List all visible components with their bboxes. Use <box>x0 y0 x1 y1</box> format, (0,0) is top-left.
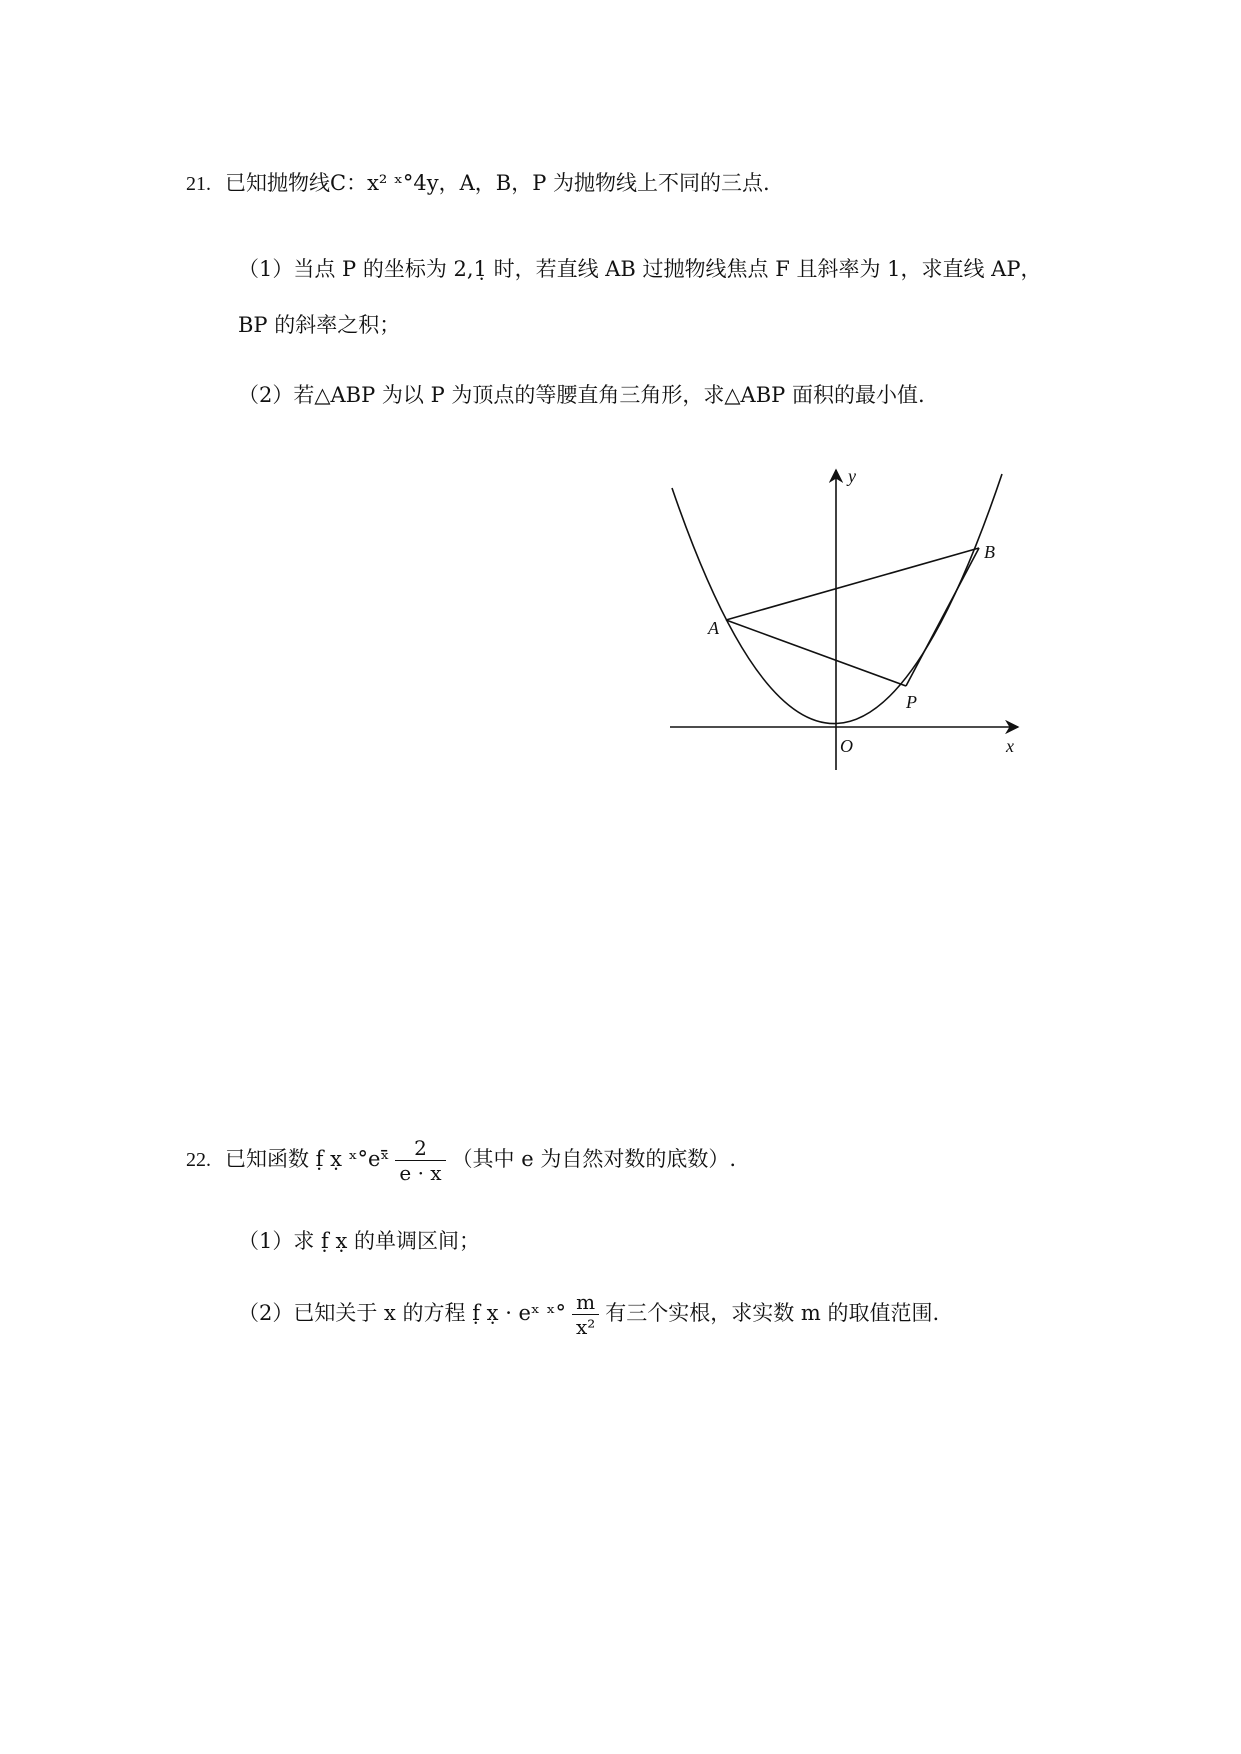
q22-part1: （1）求 f̣ x̣ 的单调区间； <box>238 1229 481 1253</box>
segment-ab <box>726 548 979 620</box>
q22-part2-prefix: （2）已知关于 x 的方程 f̣ x̣ · eˣ ˣ° <box>238 1301 566 1325</box>
q21-number: 21. <box>186 173 211 195</box>
segment-bp <box>906 548 979 686</box>
q22-fraction-numerator: 2 <box>395 1136 445 1161</box>
y-axis-label: y <box>848 466 856 486</box>
point-a-label: A <box>708 618 719 638</box>
q22-number: 22. <box>186 1149 211 1171</box>
parabola-figure <box>668 462 1040 780</box>
q22-part2-suffix: 有三个实根，求实数 m 的取值范围. <box>605 1301 940 1325</box>
q22-part2-line <box>238 1290 939 1339</box>
q21-part1-line1: （1）当点 P 的坐标为 2,1̣ 时，若直线 AB 过抛物线焦点 F 且斜率为 1，求直线 AP， <box>238 257 1042 281</box>
point-p-label: P <box>906 692 917 712</box>
origin-label: O <box>840 736 853 756</box>
q21-stem-line <box>186 168 770 199</box>
x-axis-label: x <box>1006 736 1014 756</box>
segment-ap <box>726 620 906 686</box>
q22-fraction <box>395 1136 445 1185</box>
q21-part2: （2）若△ABP 为以 P 为顶点的等腰直角三角形，求△ABP 面积的最小值. <box>238 383 925 407</box>
q22-part2-fraction <box>572 1290 599 1339</box>
q21-stem: 已知抛物线C：x² ˣ°4y，A，B，P 为抛物线上不同的三点. <box>225 171 770 195</box>
q22-stem-line <box>186 1136 736 1185</box>
q22-fraction-denominator: e · x <box>399 1161 442 1185</box>
point-b-label: B <box>984 542 995 562</box>
q22-stem-prefix: 已知函数 f̣ x̣ ˣ°eˣ̄ <box>225 1147 390 1171</box>
q22-stem-suffix: （其中 e 为自然对数的底数）. <box>451 1147 737 1171</box>
q21-part1-line2: BP 的斜率之积； <box>238 313 401 337</box>
q22-part2-fraction-denominator: x² <box>575 1315 596 1339</box>
q22-part2-fraction-numerator: m <box>572 1290 599 1315</box>
